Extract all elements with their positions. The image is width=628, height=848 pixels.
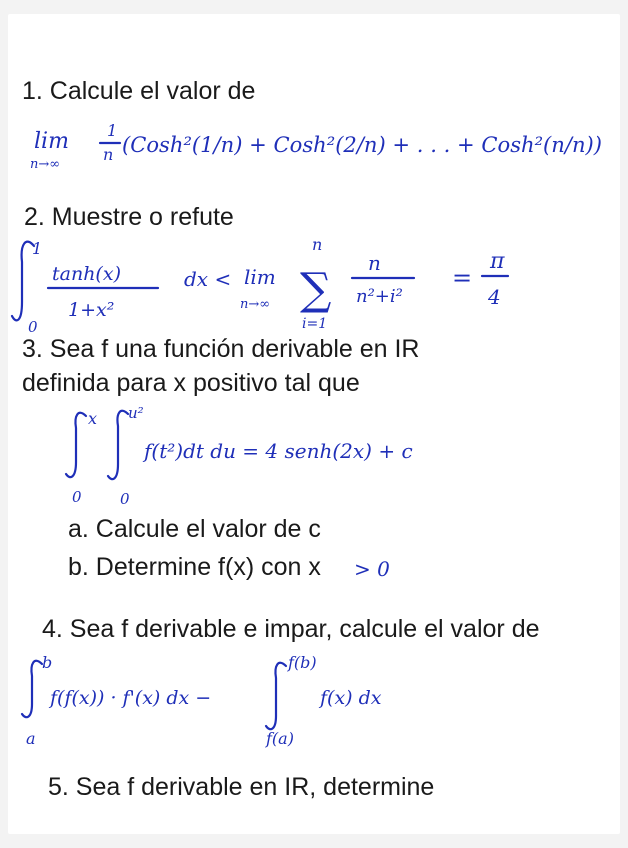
eq4-body1: f(f(x)) · f'(x) dx −	[50, 687, 212, 709]
eq2-pi: π	[490, 249, 505, 274]
eq1-lim-sub: n→∞	[30, 157, 61, 172]
eq1-body: (Cosh²(1/n) + Cosh²(2/n) + . . . + Cosh²(n/n))	[122, 133, 602, 157]
problem-5-text: 5. Sea f derivable en IR, determine	[48, 773, 435, 801]
eq2-lower: 0	[28, 318, 38, 336]
outer-integral-sign	[66, 413, 86, 477]
inner-integral-sign	[108, 411, 128, 479]
eq2-sum-bottom: i=1	[302, 316, 328, 332]
eq4-body2: f(x) dx	[320, 687, 382, 709]
eq2-pi-den: 4	[488, 285, 501, 309]
integral-sign	[12, 242, 34, 321]
handwritten-b-condition	[352, 554, 412, 584]
eq4-int2-upper: f(b)	[288, 653, 317, 672]
eq3-outer-upper: x	[88, 409, 98, 428]
problem-3-text-line-2: definida para x positivo tal que	[22, 369, 360, 397]
eq2-frac-den: n²+i²	[356, 286, 403, 307]
b-condition: > 0	[354, 557, 390, 581]
eq3-body: f(t²)dt du = 4 senh(2x) + c	[144, 439, 413, 463]
eq4-int2-lower: f(a)	[266, 729, 294, 748]
eq2-num: tanh(x)	[52, 263, 121, 285]
handwritten-integral-inequality	[12, 232, 612, 336]
eq3-inner-lower: 0	[120, 490, 130, 508]
eq2-lim: lim	[244, 265, 276, 289]
problem-2-text: 2. Muestre o refute	[24, 203, 234, 231]
eq3-outer-lower: 0	[72, 488, 82, 506]
integral-1-sign	[22, 661, 42, 717]
problem-4-text: 4. Sea f derivable e impar, calcule el valor de	[42, 615, 540, 643]
eq2-lim-sub: n→∞	[240, 297, 271, 312]
problem-3-part-b: b. Determine f(x) con x	[68, 553, 321, 581]
eq2-den: 1+x²	[68, 299, 115, 321]
eq2-frac-num: n	[368, 251, 381, 275]
eq3-inner-upper: u²	[128, 404, 144, 422]
eq1-coeff-num: 1	[107, 121, 118, 140]
eq4-int1-lower: a	[26, 729, 36, 748]
eq2-eq: =	[452, 264, 473, 292]
problem-1-text: 1. Calcule el valor de	[22, 77, 256, 105]
handwritten-integral-difference	[24, 644, 584, 754]
eq2-upper: 1	[32, 239, 43, 258]
eq2-dx: dx <	[184, 267, 232, 291]
integral-2-sign	[266, 663, 286, 729]
problem-3-text-line-1: 3. Sea f una función derivable en IR	[22, 335, 420, 363]
eq2-sum-top: n	[312, 235, 323, 254]
eq4-int1-upper: b	[42, 653, 53, 672]
problem-3-part-a: a. Calcule el valor de c	[68, 515, 321, 543]
eq1-coeff-den: n	[103, 145, 114, 164]
handwritten-limit-equation-1	[28, 114, 628, 174]
eq2-sum: ∑	[300, 264, 332, 315]
handwritten-double-integral	[64, 398, 624, 508]
document-page	[8, 14, 620, 834]
eq1-lim: lim	[34, 129, 69, 154]
